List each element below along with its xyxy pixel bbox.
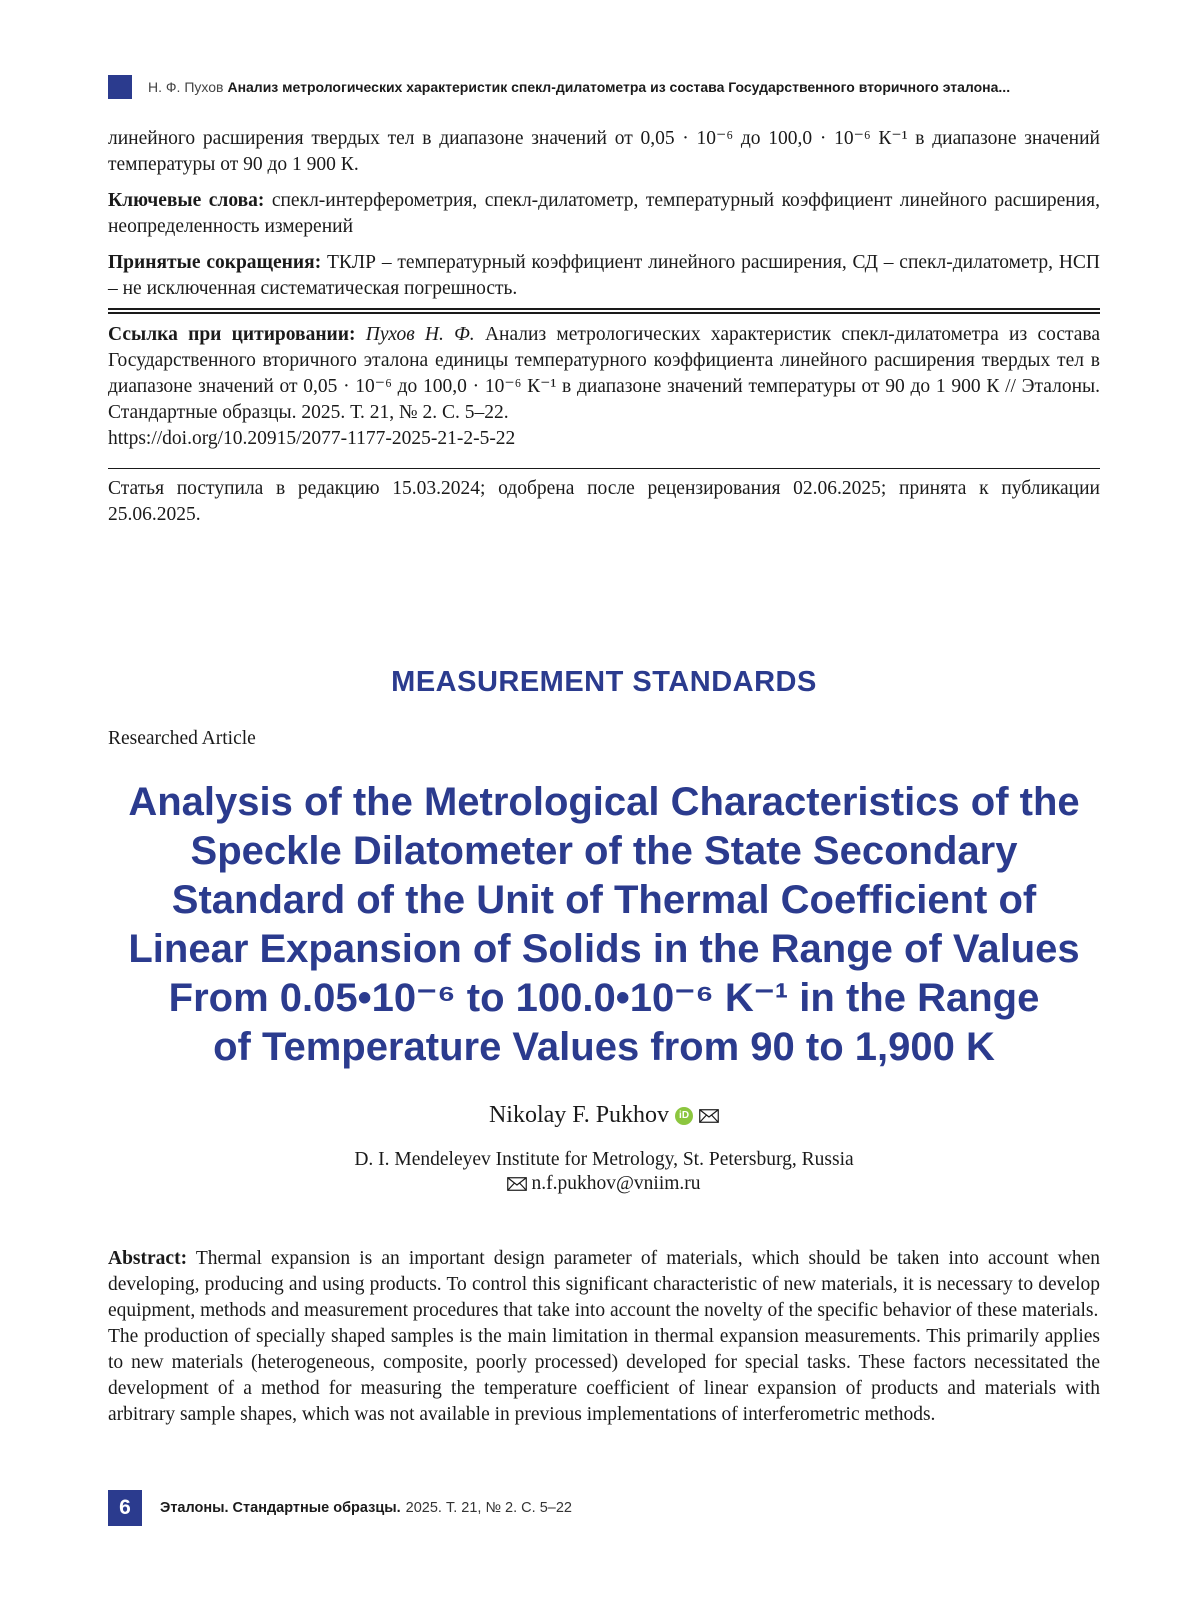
article-type: Researched Article — [108, 728, 256, 749]
affiliation: D. I. Mendeleyev Institute for Metrology, St. Petersburg, Russia — [354, 1149, 854, 1170]
title-line: Speckle Dilatometer of the State Secondary — [190, 829, 1018, 873]
mail-icon[interactable] — [699, 1109, 719, 1123]
header-title: Анализ метрологических характеристик спекл-дилатометра из состава Государственного вторичного эталона... — [227, 79, 1011, 95]
abstract-en — [108, 1246, 1100, 1428]
divider-double — [108, 308, 1100, 314]
header-author: Н. Ф. Пухов — [148, 79, 224, 95]
citation-doi[interactable]: https://doi.org/10.20915/2077-1177-2025-21-2-5-22 — [108, 428, 516, 449]
title-line: Analysis of the Metrological Characteristics of the — [128, 780, 1080, 824]
keywords-text: спекл-интерферометрия, спекл-дилатометр, температурный коэффициент линейного расширения, неопределенность измерений — [108, 190, 1101, 237]
abbreviations-ru — [108, 250, 1100, 302]
title-line: From 0.05•10⁻⁶ to 100.0•10⁻⁶ K⁻¹ in the Range — [168, 976, 1040, 1020]
abstract-para-2: The production of specially shaped samples is the main limitation in thermal expansion measurements. This primarily applies to new materials (heterogeneous, composite, poorly processed) developed for special tasks. These factors necessitated the development of a method for measuring the temperature coefficient of linear expansion of products and materials with arbitrary sample shapes, which was not available in previous implementations of interferometric methods. — [108, 1326, 1100, 1425]
email-line — [108, 1172, 1100, 1196]
author-line — [108, 1102, 1100, 1129]
page-number: 6 — [108, 1490, 142, 1526]
author-name: Nikolay F. Pukhov — [488, 1102, 670, 1128]
abstract-ru-tail: линейного расширения твердых тел в диапазоне значений от 0,05 · 10⁻⁶ до 100,0 · 10⁻⁶ К⁻¹ в диапазоне значений температуры от 90 до 1 900 К. — [108, 128, 1100, 175]
issue-info: 2025. Т. 21, № 2. С. 5–22 — [405, 1500, 572, 1516]
title-line: Linear Expansion of Solids in the Range of Values — [128, 927, 1080, 971]
rubric: MEASUREMENT STANDARDS — [391, 666, 817, 698]
keywords-ru — [108, 188, 1100, 240]
journal-name: Эталоны. Стандартные образцы. — [160, 1500, 401, 1516]
page-footer — [108, 1490, 572, 1526]
citation-author: Пухов Н. Ф. — [365, 324, 475, 345]
dates-ru: Статья поступила в редакцию 15.03.2024; одобрена после рецензирования 02.06.2025; принята к публикации 25.06.2025. — [108, 478, 1100, 525]
affiliation-block — [108, 1148, 1100, 1196]
running-header — [108, 74, 1100, 100]
title-line: of Temperature Values from 90 to 1,900 K — [213, 1025, 995, 1069]
abbreviations-text: ТКЛР – температурный коэффициент линейного расширения, СД – спекл-дилатометр, НСП – не исключенная систематическая погрешность. — [108, 252, 1100, 299]
abstract-label: Abstract: — [108, 1248, 188, 1269]
orcid-icon[interactable]: iD — [675, 1107, 693, 1125]
title-line: Standard of the Unit of Thermal Coefficient of — [171, 878, 1037, 922]
keywords-label: Ключевые слова: — [108, 190, 265, 211]
mail-icon — [507, 1177, 527, 1191]
header-marker — [108, 75, 132, 99]
citation-text: Анализ метрологических характеристик спекл-дилатометра из состава Государственного вторичного эталона единицы температурного коэффициента линейного расширения твердых тел в диапазоне значений от 0,05 · 10⁻⁶ до 100,0 · 10⁻⁶ К⁻¹ в диапазоне значений температуры от 90 до 1 900 К // Эталоны. Стандартные образцы. 2025. Т. 21, № 2. С. 5–22. — [108, 324, 1101, 423]
abbreviations-label: Принятые сокращения: — [108, 252, 322, 273]
article-title — [108, 778, 1100, 1072]
citation-ru — [108, 322, 1100, 452]
email-link[interactable]: n.f.pukhov@vniim.ru — [531, 1173, 701, 1194]
citation-label: Ссылка при цитировании: — [108, 324, 356, 345]
abstract-para-1: Thermal expansion is an important design parameter of materials, which should be taken into account when developing, producing and using products. To control this significant characteristic of new materials, it is necessary to develop equipment, methods and measurement procedures that take into account the novelty of the specific behavior of these materials. — [108, 1248, 1100, 1321]
divider-single — [108, 468, 1100, 469]
